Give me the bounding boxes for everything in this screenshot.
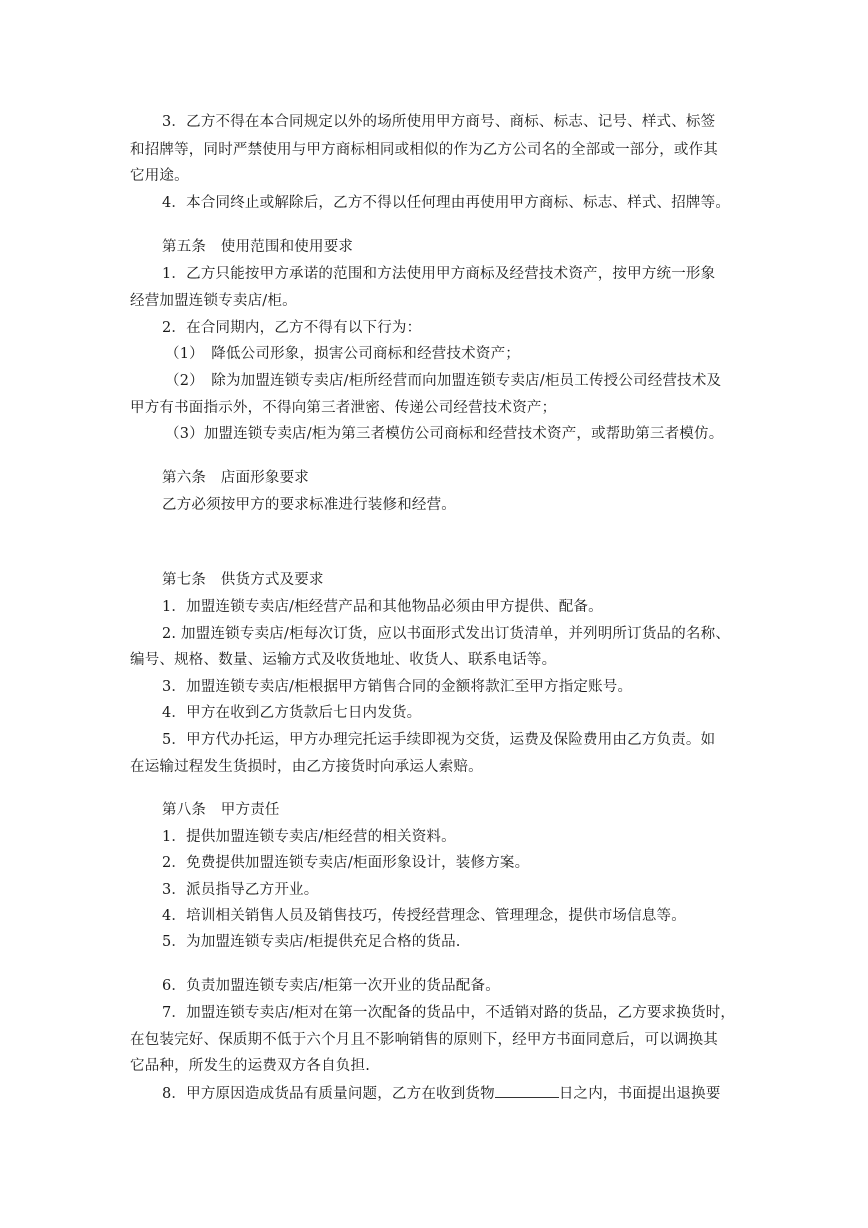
paragraph-line: （2） 除为加盟连锁专卖店/柜所经营而向加盟连锁专卖店/柜员工传授公司经营技术及 [165,373,722,389]
section-heading: 第六条 店面形象要求 [162,470,309,486]
section-heading: 第五条 使用范围和使用要求 [162,239,354,255]
paragraph-line: 和招牌等，同时严禁使用与甲方商标相同或相似的作为乙方公司名的全部或一部分，或作其 [130,142,718,158]
paragraph-line: 2. 加盟连锁专卖店/柜每次订货，应以书面形式发出订货清单，并列明所订货品的名称、 [162,626,731,642]
paragraph-line: 它品种，所发生的运费双方各自负担. [130,1058,371,1074]
paragraph-line: 5．甲方代办托运，甲方办理完托运手续即视为交货，运费及保险费用由乙方负责。如 [162,732,716,748]
paragraph-line: 2．在合同期内，乙方不得有以下行为： [162,320,422,336]
paragraph-line: 6．负责加盟连锁专卖店/柜第一次开业的货品配备。 [162,978,500,994]
paragraph-line: 甲方有书面指示外，不得向第三者泄密、传递公司经营技术资产； [130,400,557,416]
paragraph-line: 4．甲方在收到乙方货款后七日内发货。 [162,705,422,721]
paragraph-line: 3．加盟连锁专卖店/柜根据甲方销售合同的金额将款汇至甲方指定账号。 [162,679,633,695]
paragraph-line: 乙方必须按甲方的要求标准进行装修和经营。 [162,497,456,513]
paragraph-line: 编号、规格、数量、运输方式及收货地址、收货人、联系电话等。 [130,652,557,668]
paragraph-line-end: 日之内，书面提出退换要 [558,1086,721,1102]
paragraph-line: 3．乙方不得在本合同规定以外的场所使用甲方商号、商标、标志、记号、样式、标签 [162,114,716,130]
paragraph-line: 3．派员指导乙方开业。 [162,882,319,898]
paragraph-line [162,1083,772,1104]
paragraph-line: 经营加盟连锁专卖店/柜。 [130,293,297,309]
paragraph-line: 1．乙方只能按甲方承诺的范围和方法使用甲方商标及经营技术资产，按甲方统一形象 [162,266,716,282]
section-heading: 第七条 供货方式及要求 [162,572,324,588]
paragraph-line: 它用途。 [130,168,189,184]
paragraph-line: 7．加盟连锁专卖店/柜对在第一次配备的货品中，不适销对路的货品，乙方要求换货时， [162,1005,736,1021]
paragraph-line: 4．本合同终止或解除后，乙方不得以任何理由再使用甲方商标、标志、样式、招牌等。 [162,195,731,211]
paragraph-line: 在包装完好、保质期不低于六个月且不影响销售的原则下，经甲方书面同意后，可以调换其 [130,1032,718,1048]
paragraph-line: 2．免费提供加盟连锁专卖店/柜面形象设计，装修方案。 [162,855,530,871]
paragraph-line: 1．提供加盟连锁专卖店/柜经营的相关资料。 [162,829,456,845]
paragraph-line-start: 8．甲方原因造成货品有质量问题，乙方在收到货物 [162,1086,495,1102]
paragraph-line: 4．培训相关销售人员及销售技巧，传授经营理念、管理理念，提供市场信息等。 [162,908,686,924]
paragraph-line: 1．加盟连锁专卖店/柜经营产品和其他物品必须由甲方提供、配备。 [162,599,603,615]
blank-fill-field[interactable] [495,1083,559,1098]
paragraph-line: 5．为加盟连锁专卖店/柜提供充足合格的货品. [162,934,461,950]
paragraph-line: （3）加盟连锁专卖店/柜为第三者模仿公司商标和经营技术资产，或帮助第三者模仿。 [165,426,724,442]
paragraph-line: （1） 降低公司形象，损害公司商标和经营技术资产； [165,346,520,362]
section-heading: 第八条 甲方责任 [162,802,280,818]
paragraph-line: 在运输过程发生货损时，由乙方接货时向承运人索赔。 [130,759,483,775]
